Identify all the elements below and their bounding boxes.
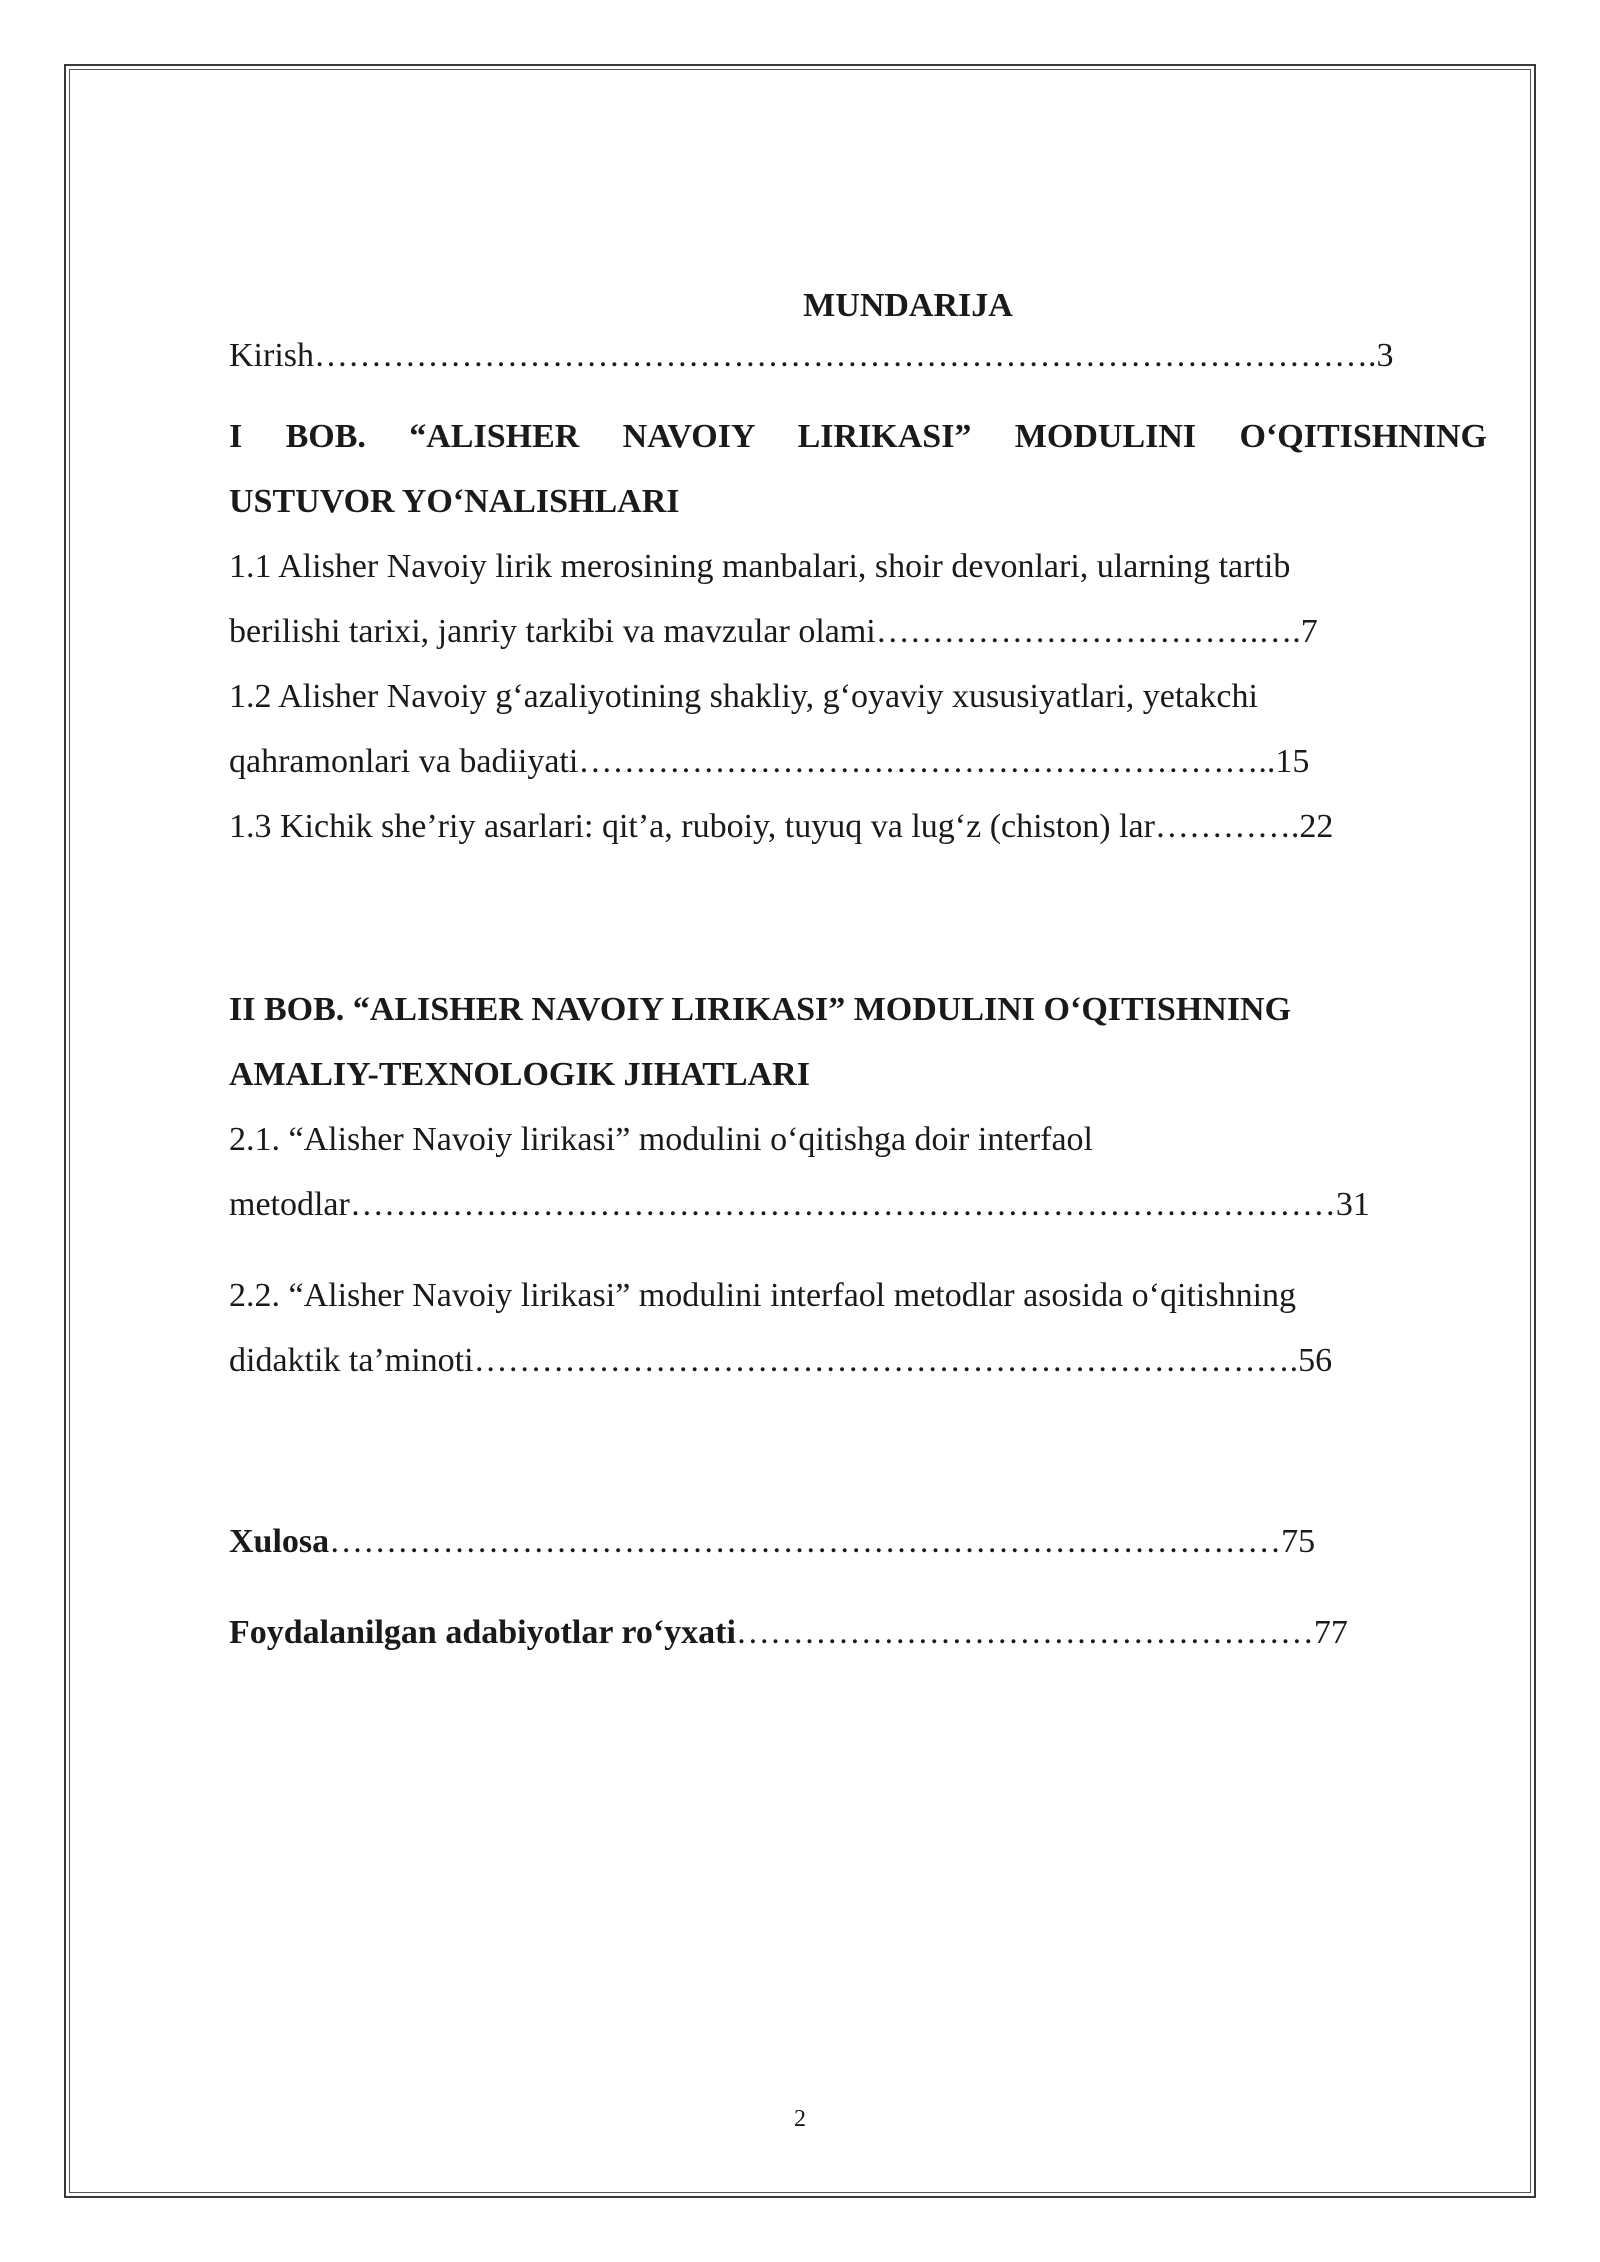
references-leader: ……………………………………………77 (735, 1614, 1348, 1651)
chapter-2-subtitle: AMALIY-TEXNOLOGIK JIHATLARI (229, 1056, 810, 1093)
toc-entry-conclusion (229, 1509, 1487, 1574)
chapter-1-title: I BOB. “ALISHER NAVOIY LIRIKASI” MODULINI O‘QITISHNING (229, 418, 1487, 455)
toc-entry-references (229, 1600, 1487, 1665)
page-number: 2 (794, 2106, 806, 2132)
chapter-1-subtitle: USTUVOR YO‘NALISHLARI (229, 483, 680, 520)
toc-entry-2-1-line1: 2.1. “Alisher Navoiy lirikasi” modulini o‘qitishga doir interfaol (229, 1121, 1093, 1158)
toc-entry-2-2-line1: 2.2. “Alisher Navoiy lirikasi” modulini interfaol metodlar asosida o‘qitishning (229, 1277, 1297, 1314)
toc-entry-1-2-line2: qahramonlari va badiiyati……………………………………………………..15 (229, 743, 1310, 780)
toc-entry-1-3: 1.3 Kichik she’riy asarlari: qit’a, ruboiy, tuyuq va lug‘z (chiston) lar………….22 (229, 808, 1334, 845)
toc-title: MUNDARIJA (803, 287, 1013, 324)
toc-entry-1-2-line1: 1.2 Alisher Navoiy g‘azaliyotining shakliy, g‘oyaviy xususiyatlari, yetakchi (229, 678, 1258, 715)
table-of-contents (229, 278, 1487, 1665)
toc-entry-intro: Kirish………………………………………………………………………………….3 (229, 337, 1394, 374)
toc-entry-2-2-line2: didaktik ta’minoti……………………………………………………………….56 (229, 1342, 1333, 1379)
references-label: Foydalanilgan adabiyotlar ro‘yxati (229, 1614, 736, 1651)
chapter-2-title: II BOB. “ALISHER NAVOIY LIRIKASI” MODULINI O‘QITISHNING (229, 991, 1292, 1028)
toc-entry-2-1-line2: metodlar……………………………………………………………………………31 (229, 1186, 1370, 1223)
conclusion-label: Xulosa (229, 1523, 330, 1560)
toc-entry-1-1-line1: 1.1 Alisher Navoiy lirik merosining manbalari, shoir devonlari, ularning tartib (229, 548, 1291, 585)
toc-entry-1-1-line2: berilishi tarixi, janriy tarkibi va mavzular olami…………………………….….7 (229, 613, 1318, 650)
conclusion-leader: …………………………………………………………………………75 (329, 1523, 1316, 1560)
